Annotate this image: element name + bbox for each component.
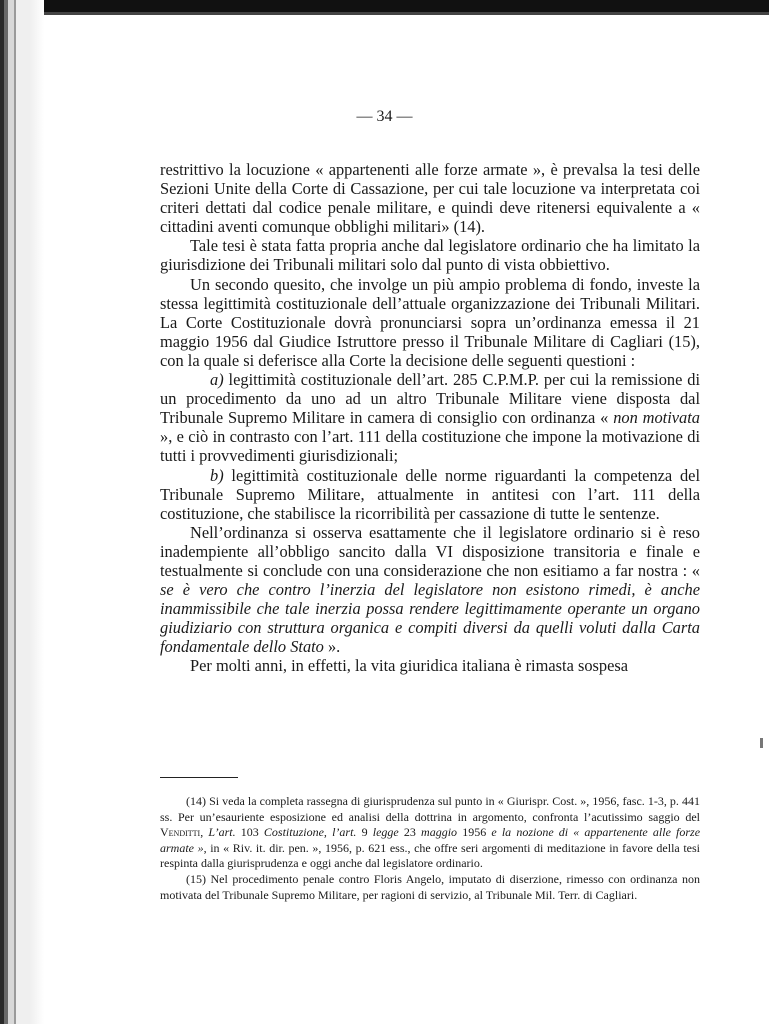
footnotes: [160, 794, 700, 903]
paragraph: Un secondo quesito, che involge un più ampio problema di fondo, investe la stessa legittimità costituzionale dell’attuale organizzazione dei Tribunali Militari. La Corte Costituzionale dovrà pronunciarsi sopra un’ordinanza emessa il 21 maggio 1956 dal Giudice Istruttore presso il Tribunale Militare di Cagliari (15), con la quale si deferisce alla Corte la decisione delle seguenti questioni :: [160, 274, 700, 370]
footnote-italic: e la nozione di « appartenente alle forze armate »: [160, 825, 701, 855]
page-number: — 34 —: [356, 108, 413, 125]
scan-speck: [760, 738, 763, 748]
item-text: legittimità costituzionale dell’art. 285 C.P.M.P. per cui la remissione di un procedimento da uno ad un altro Tribunale Militare viene disposta dal Tribunale Supremo Militare in camera di consiglio con ordinanza «: [160, 370, 700, 428]
paragraph: restrittivo la locuzione « appartenenti alle forze armate », è prevalsa la tesi delle Sezioni Unite della Corte di Cassazione, per cui tale locuzione va interpretata coi criteri dettati dal codice penale militare, e quindi deve ritenersi equivalente a « cittadini aventi comunque obblighi militari» (14).: [160, 160, 700, 237]
item-text: », e ciò in contrasto con l’art. 111 della costituzione che impone la motivazione di tutti i provvedimenti giurisdizionali;: [160, 427, 700, 466]
footnote-text: 9: [356, 825, 373, 840]
footnote-14: [160, 794, 700, 872]
list-item-b: [160, 466, 700, 523]
item-marker: b): [210, 465, 224, 485]
item-italic: non motivata: [613, 408, 701, 428]
footnote-text: 103: [235, 825, 264, 840]
item-marker: a): [210, 370, 224, 390]
footnote-text: , in « Riv. it. dir. pen. », 1956, p. 621 ess., che offre seri argomenti di meditazione in favore della tesi respinta dalla giurisprudenza e oggi anche dal legislatore ordinario.: [160, 840, 700, 871]
footnote-author: Venditti: [160, 825, 201, 840]
main-text: [160, 160, 700, 676]
list-item-a: [160, 370, 700, 465]
scan-left-binding-edge: [0, 0, 44, 1024]
item-text: legittimità costituzionale delle norme riguardanti la competenza del Tribunale Supremo Militare, attualmente in antitesi con l’art. 111 della costituzione, che stabilisce la ricorribilità per cassazione di tutte le sentenze.: [160, 465, 700, 523]
footnote-italic: maggio: [421, 825, 458, 840]
footnote-italic: L’art.: [208, 825, 236, 840]
footnote-separator: [160, 777, 238, 778]
paragraph-quotation: [160, 523, 700, 657]
footnote-text: (14) Si veda la completa rassegna di giurisprudenza sul punto in « Giurispr. Cost. », 1956, fasc. 1-3, p. 441 ss. Per un’esauriente esposizione ed analisi della dottrina in argomento, confronta l’acutissimo saggio del: [160, 794, 700, 824]
footnote-text: 1956: [457, 825, 492, 840]
footnote-text: ,: [200, 825, 209, 840]
quote-close: ».: [323, 637, 341, 657]
paragraph-text: Nell’ordinanza si osserva esattamente che il legislatore ordinario si è reso inadempiente all’obbligo sancito dalla VI disposizione transitoria e finale e testualmente si conclude con una considerazione che non esitiamo a far nostra : «: [160, 522, 700, 580]
footnote-text: 23: [398, 825, 422, 840]
footnote-15: (15) Nel procedimento penale contro Floris Angelo, imputato di diserzione, rimesso con ordinanza non motivata del Tribunale Supremo Militare, per ragioni di servizio, al Tribunale Mil. Terr. di Cagliari.: [160, 871, 700, 902]
quoted-italic: se è vero che contro l’inerzia del legislatore non esistono rimedi, è anche inammissibile che tale inerzia possa rendere legittimamente operante un organo giudiziario con struttura organica e compiti diversi da quelli voluti dalla Carta fondamentale dello Stato: [160, 580, 700, 657]
paragraph: Tale tesi è stata fatta propria anche dal legislatore ordinario che ha limitato la giurisdizione dei Tribunali militari solo dal punto di vista obbiettivo.: [160, 236, 700, 275]
paragraph: Per molti anni, in effetti, la vita giuridica italiana è rimasta sospesa: [190, 656, 629, 676]
scan-top-border: [0, 0, 769, 18]
footnote-italic: Costituzione, l’art.: [263, 825, 357, 840]
footnote-italic: legge: [372, 825, 399, 840]
